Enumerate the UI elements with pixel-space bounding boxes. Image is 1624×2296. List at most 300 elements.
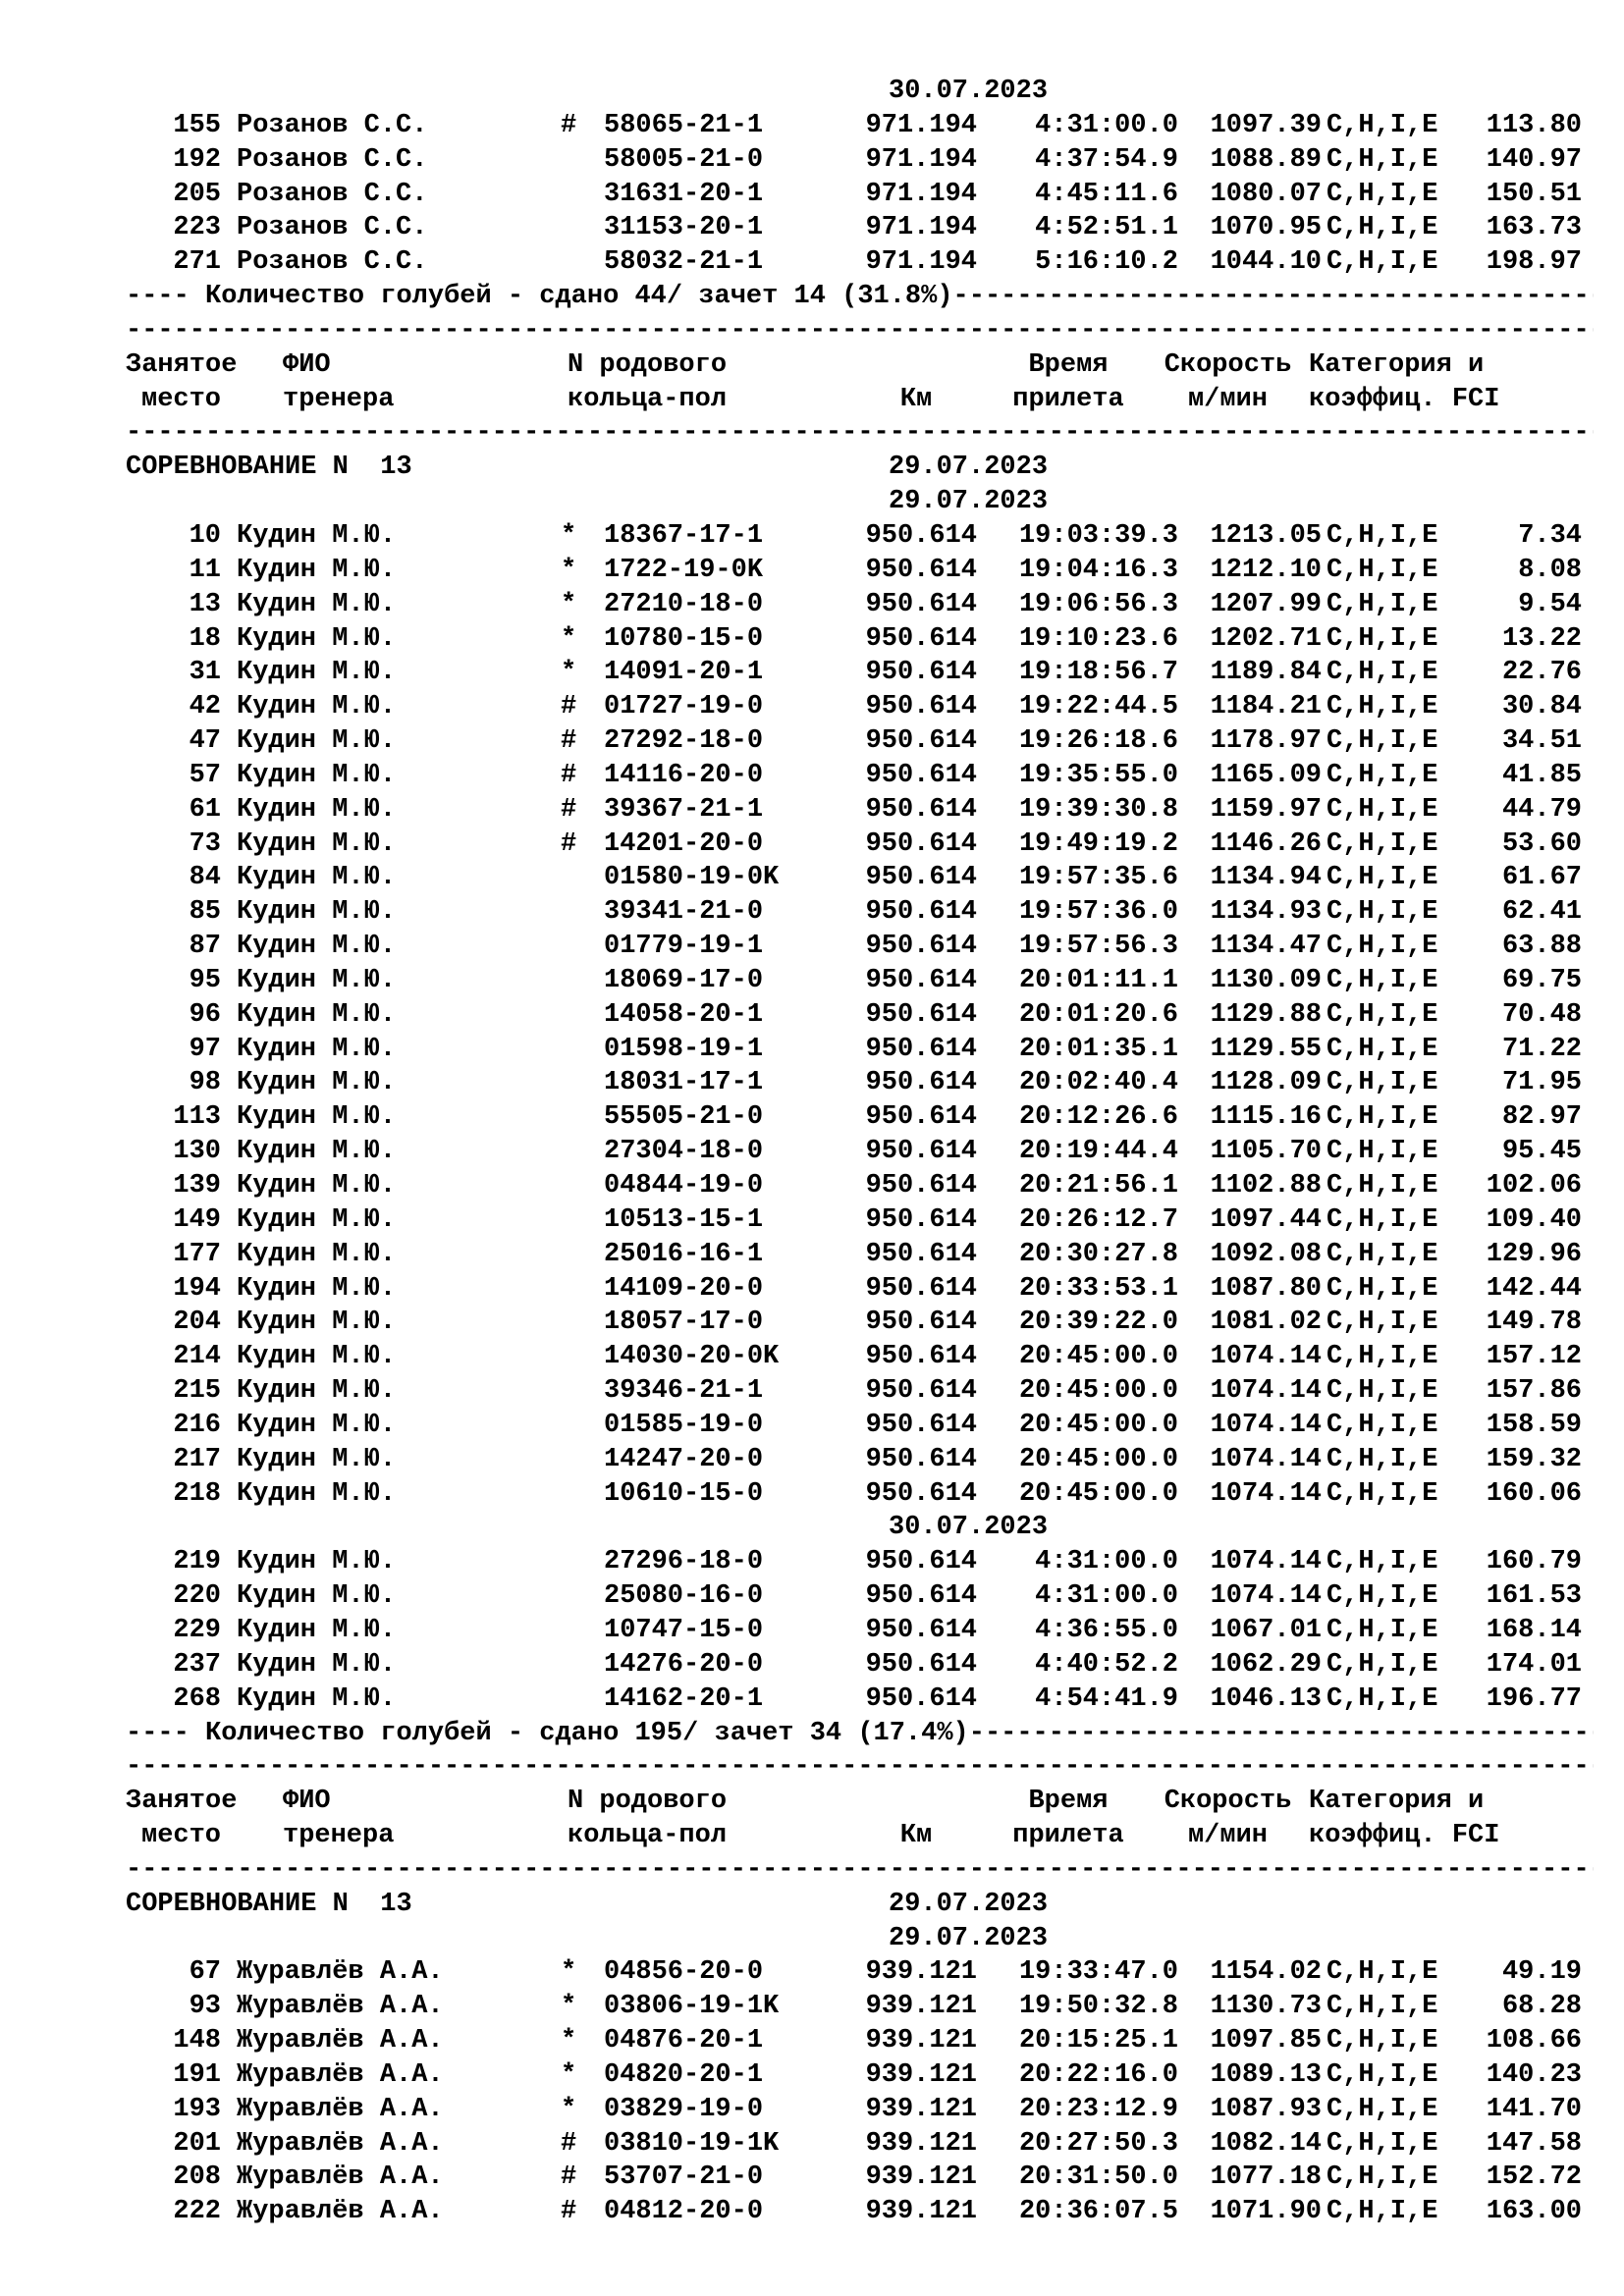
arrival-time: 19:50:32.8 [1018, 1992, 1178, 2022]
place: 11 [189, 555, 221, 585]
header-label: ФИО [283, 1787, 331, 1817]
arrival-time: 20:23:12.9 [1018, 2094, 1178, 2124]
trainer-name: Кудин М.Ю. [237, 1444, 397, 1474]
place: 194 [173, 1273, 221, 1304]
arrival-time: 4:31:00.0 [1035, 110, 1178, 140]
place: 85 [189, 897, 221, 928]
speed: 1092.08 [1210, 1239, 1322, 1269]
distance-km: 971.194 [865, 179, 977, 209]
result-row [126, 2093, 1594, 2127]
result-row [126, 143, 1594, 178]
result-row [126, 759, 1594, 793]
speed: 1105.70 [1210, 1137, 1322, 1167]
fci-coef: 22.76 [1501, 658, 1582, 688]
speed: 1077.18 [1210, 2163, 1322, 2193]
header-label: Скорость [1164, 349, 1292, 380]
ring-number: 14201-20-0 [604, 828, 764, 859]
fci-coef: 8.08 [1518, 555, 1582, 585]
speed: 1189.84 [1210, 658, 1322, 688]
fci-coef: 141.70 [1486, 2094, 1582, 2124]
ring-number: 04820-20-1 [604, 2059, 764, 2090]
place: 149 [173, 1204, 221, 1235]
ring-number: 58005-21-0 [604, 144, 764, 175]
header-label: место [141, 384, 222, 414]
header-label: Категория и [1309, 1787, 1485, 1817]
fci-coef: 142.44 [1486, 1273, 1582, 1304]
arrival-time: 19:33:47.0 [1018, 1957, 1178, 1988]
speed: 1074.14 [1210, 1478, 1322, 1509]
speed: 1207.99 [1210, 589, 1322, 619]
flag: * [561, 2059, 577, 2090]
result-row [126, 2195, 1594, 2229]
arrival-time: 20:22:16.0 [1018, 2059, 1178, 2090]
distance-km: 950.614 [865, 1444, 977, 1474]
distance-km: 950.614 [865, 1204, 977, 1235]
flag: # [561, 828, 577, 859]
trainer-name: Кудин М.Ю. [237, 1137, 397, 1167]
speed: 1046.13 [1210, 1683, 1322, 1714]
ring-number: 01580-19-0K [604, 863, 780, 893]
flag: * [561, 555, 577, 585]
place: 217 [173, 1444, 221, 1474]
ring-number: 14109-20-0 [604, 1273, 764, 1304]
speed: 1097.39 [1210, 110, 1322, 140]
place: 139 [173, 1171, 221, 1201]
result-row [126, 1477, 1594, 1512]
result-row [126, 109, 1594, 143]
ring-number: 31631-20-1 [604, 179, 764, 209]
ring-number: 14091-20-1 [604, 658, 764, 688]
fci-coef: 95.45 [1501, 1137, 1582, 1167]
trainer-name: Журавлёв А.А. [237, 2128, 444, 2159]
ring-number: 14058-20-1 [604, 999, 764, 1030]
fci-coef: 61.67 [1501, 863, 1582, 893]
speed: 1134.94 [1210, 863, 1322, 893]
distance-km: 939.121 [865, 2059, 977, 2090]
ring-number: 04812-20-0 [604, 2197, 764, 2227]
distance-km: 950.614 [865, 1342, 977, 1372]
place: 201 [173, 2128, 221, 2159]
fci-coef: 9.54 [1518, 589, 1582, 619]
header-label: место [141, 1821, 222, 1851]
category: C,H,I,E [1326, 1376, 1438, 1407]
category: C,H,I,E [1326, 965, 1438, 995]
category: C,H,I,E [1326, 179, 1438, 209]
distance-km: 939.121 [865, 1957, 977, 1988]
category: C,H,I,E [1326, 1273, 1438, 1304]
speed: 1134.93 [1210, 897, 1322, 928]
place: 31 [189, 658, 221, 688]
arrival-time: 19:06:56.3 [1018, 589, 1178, 619]
category: C,H,I,E [1326, 1444, 1438, 1474]
separator-line [126, 1853, 1594, 1888]
result-row [126, 1135, 1594, 1169]
result-row [126, 828, 1594, 862]
result-row [126, 1409, 1594, 1443]
place: 95 [189, 965, 221, 995]
ring-number: 53707-21-0 [604, 2163, 764, 2193]
distance-km: 950.614 [865, 965, 977, 995]
arrival-time: 4:31:00.0 [1035, 1547, 1178, 1577]
result-row [126, 554, 1594, 588]
arrival-time: 19:57:36.0 [1018, 897, 1178, 928]
fci-coef: 109.40 [1486, 1204, 1582, 1235]
fci-coef: 160.79 [1486, 1547, 1582, 1577]
trainer-name: Кудин М.Ю. [237, 1410, 397, 1440]
ring-number: 14162-20-1 [604, 1683, 764, 1714]
speed: 1087.80 [1210, 1273, 1322, 1304]
speed: 1159.97 [1210, 794, 1322, 825]
distance-km: 950.614 [865, 1547, 977, 1577]
fci-coef: 62.41 [1501, 897, 1582, 928]
competition-line [126, 1888, 1594, 1922]
ring-number: 39341-21-0 [604, 897, 764, 928]
trainer-name: Кудин М.Ю. [237, 1308, 397, 1338]
fci-coef: 196.77 [1486, 1683, 1582, 1714]
distance-km: 950.614 [865, 589, 977, 619]
arrival-time: 20:01:35.1 [1018, 1034, 1178, 1064]
speed: 1089.13 [1210, 2059, 1322, 2090]
ring-number: 58065-21-1 [604, 110, 764, 140]
ring-number: 18057-17-0 [604, 1308, 764, 1338]
arrival-time: 4:36:55.0 [1035, 1615, 1178, 1645]
trainer-name: Журавлёв А.А. [237, 1992, 444, 2022]
category: C,H,I,E [1326, 760, 1438, 790]
header-label: Занятое [126, 1787, 238, 1817]
result-row [126, 1340, 1594, 1374]
fci-coef: 147.58 [1486, 2128, 1582, 2159]
flag: * [561, 589, 577, 619]
category: C,H,I,E [1326, 2059, 1438, 2090]
flag: * [561, 2026, 577, 2056]
category: C,H,I,E [1326, 1581, 1438, 1612]
fci-coef: 157.12 [1486, 1342, 1582, 1372]
distance-km: 950.614 [865, 692, 977, 722]
trainer-name: Розанов С.С. [237, 179, 428, 209]
header-label: м/мин [1187, 1821, 1268, 1851]
speed: 1074.14 [1210, 1547, 1322, 1577]
trainer-name: Розанов С.С. [237, 110, 428, 140]
trainer-name: Кудин М.Ю. [237, 1478, 397, 1509]
distance-km: 971.194 [865, 144, 977, 175]
trainer-name: Кудин М.Ю. [237, 932, 397, 962]
distance-km: 950.614 [865, 1615, 977, 1645]
distance-km: 939.121 [865, 2197, 977, 2227]
date-line: 30.07.2023 [889, 1513, 1049, 1543]
category: C,H,I,E [1326, 2026, 1438, 2056]
separator-line [126, 314, 1594, 348]
result-row [126, 588, 1594, 622]
flag: # [561, 692, 577, 722]
speed: 1130.73 [1210, 1992, 1322, 2022]
distance-km: 971.194 [865, 110, 977, 140]
speed: 1088.89 [1210, 144, 1322, 175]
arrival-time: 20:39:22.0 [1018, 1308, 1178, 1338]
separator-line [126, 416, 1594, 451]
arrival-time: 19:49:19.2 [1018, 828, 1178, 859]
arrival-time: 19:57:56.3 [1018, 932, 1178, 962]
ring-number: 25016-16-1 [604, 1239, 764, 1269]
distance-km: 950.614 [865, 999, 977, 1030]
fci-coef: 30.84 [1501, 692, 1582, 722]
ring-number: 01727-19-0 [604, 692, 764, 722]
trainer-name: Кудин М.Ю. [237, 1273, 397, 1304]
speed: 1080.07 [1210, 179, 1322, 209]
ring-number: 04844-19-0 [604, 1171, 764, 1201]
ring-number: 55505-21-0 [604, 1102, 764, 1133]
distance-km: 950.614 [865, 897, 977, 928]
fci-coef: 198.97 [1486, 247, 1582, 278]
arrival-time: 20:12:26.6 [1018, 1102, 1178, 1133]
arrival-time: 19:26:18.6 [1018, 726, 1178, 757]
category: C,H,I,E [1326, 1102, 1438, 1133]
category: C,H,I,E [1326, 144, 1438, 175]
trainer-name: Кудин М.Ю. [237, 692, 397, 722]
trainer-name: Кудин М.Ю. [237, 1547, 397, 1577]
ring-number: 03810-19-1K [604, 2128, 780, 2159]
header-label: Скорость [1164, 1787, 1292, 1817]
summary-text: ---- Количество голубей - сдано 44/ зачет 14 (31.8%) [126, 282, 953, 312]
speed: 1070.95 [1210, 213, 1322, 243]
header-label: N родового [568, 349, 728, 380]
place: 42 [189, 692, 221, 722]
summary-dashes [953, 282, 1594, 311]
speed: 1074.14 [1210, 1410, 1322, 1440]
distance-km: 950.614 [865, 1410, 977, 1440]
trainer-name: Кудин М.Ю. [237, 1581, 397, 1612]
arrival-time: 20:02:40.4 [1018, 1068, 1178, 1098]
speed: 1146.26 [1210, 828, 1322, 859]
fci-coef: 71.95 [1501, 1068, 1582, 1098]
ring-number: 14030-20-0K [604, 1342, 780, 1372]
category: C,H,I,E [1326, 2197, 1438, 2227]
distance-km: 950.614 [865, 863, 977, 893]
fci-coef: 157.86 [1486, 1376, 1582, 1407]
distance-km: 950.614 [865, 1034, 977, 1064]
distance-km: 939.121 [865, 2026, 977, 2056]
speed: 1184.21 [1210, 692, 1322, 722]
fci-coef: 102.06 [1486, 1171, 1582, 1201]
flag: * [561, 658, 577, 688]
category: C,H,I,E [1326, 1410, 1438, 1440]
speed: 1074.14 [1210, 1581, 1322, 1612]
category: C,H,I,E [1326, 897, 1438, 928]
separator-line [126, 1750, 1594, 1785]
arrival-time: 19:10:23.6 [1018, 623, 1178, 654]
place: 155 [173, 110, 221, 140]
place: 271 [173, 247, 221, 278]
ring-number: 1722-19-0K [604, 555, 764, 585]
arrival-time: 4:54:41.9 [1035, 1683, 1178, 1714]
trainer-name: Кудин М.Ю. [237, 726, 397, 757]
speed: 1154.02 [1210, 1957, 1322, 1988]
arrival-time: 20:45:00.0 [1018, 1478, 1178, 1509]
place: 93 [189, 1992, 221, 2022]
ring-number: 58032-21-1 [604, 247, 764, 278]
trainer-name: Розанов С.С. [237, 247, 428, 278]
speed: 1128.09 [1210, 1068, 1322, 1098]
result-row [126, 1682, 1594, 1717]
ring-number: 18031-17-1 [604, 1068, 764, 1098]
category: C,H,I,E [1326, 932, 1438, 962]
result-row [126, 1238, 1594, 1272]
flag: # [561, 110, 577, 140]
result-row [126, 690, 1594, 724]
trainer-name: Журавлёв А.А. [237, 2197, 444, 2227]
fci-coef: 71.22 [1501, 1034, 1582, 1064]
distance-km: 950.614 [865, 555, 977, 585]
summary-line [126, 280, 1594, 314]
distance-km: 950.614 [865, 1239, 977, 1269]
fci-coef: 149.78 [1486, 1308, 1582, 1338]
distance-km: 950.614 [865, 520, 977, 551]
competition-title: СОРЕВНОВАНИЕ N 13 [126, 453, 412, 483]
category: C,H,I,E [1326, 110, 1438, 140]
distance-km: 971.194 [865, 213, 977, 243]
ring-number: 18069-17-0 [604, 965, 764, 995]
result-row [126, 245, 1594, 280]
speed: 1081.02 [1210, 1308, 1322, 1338]
ring-number: 01585-19-0 [604, 1410, 764, 1440]
arrival-time: 20:19:44.4 [1018, 1137, 1178, 1167]
speed: 1074.14 [1210, 1342, 1322, 1372]
distance-km: 950.614 [865, 1137, 977, 1167]
ring-number: 27210-18-0 [604, 589, 764, 619]
flag: * [561, 2094, 577, 2124]
category: C,H,I,E [1326, 794, 1438, 825]
flag: # [561, 2163, 577, 2193]
result-row [126, 1033, 1594, 1067]
place: 215 [173, 1376, 221, 1407]
place: 208 [173, 2163, 221, 2193]
speed: 1129.88 [1210, 999, 1322, 1030]
trainer-name: Кудин М.Ю. [237, 760, 397, 790]
distance-km: 939.121 [865, 2163, 977, 2193]
place: 204 [173, 1308, 221, 1338]
arrival-time: 20:45:00.0 [1018, 1444, 1178, 1474]
speed: 1178.97 [1210, 726, 1322, 757]
ring-number: 01779-19-1 [604, 932, 764, 962]
competition-title: СОРЕВНОВАНИЕ N 13 [126, 1889, 412, 1919]
fci-coef: 63.88 [1501, 932, 1582, 962]
distance-km: 939.121 [865, 1992, 977, 2022]
ring-number: 14276-20-0 [604, 1649, 764, 1680]
speed: 1115.16 [1210, 1102, 1322, 1133]
speed: 1087.93 [1210, 2094, 1322, 2124]
trainer-name: Кудин М.Ю. [237, 589, 397, 619]
speed: 1071.90 [1210, 2197, 1322, 2227]
place: 177 [173, 1239, 221, 1269]
distance-km: 950.614 [865, 1478, 977, 1509]
ring-number: 31153-20-1 [604, 213, 764, 243]
ring-number: 04856-20-0 [604, 1957, 764, 1988]
place: 47 [189, 726, 221, 757]
table-header-line-1 [126, 348, 1594, 383]
place: 61 [189, 794, 221, 825]
trainer-name: Кудин М.Ю. [237, 965, 397, 995]
flag: # [561, 2128, 577, 2159]
table-header-line-2 [126, 1819, 1594, 1853]
fci-coef: 34.51 [1501, 726, 1582, 757]
flag: # [561, 2197, 577, 2227]
place: 268 [173, 1683, 221, 1714]
table-header-line-1 [126, 1785, 1594, 1819]
arrival-time: 20:45:00.0 [1018, 1410, 1178, 1440]
competition-date: 29.07.2023 [889, 1889, 1049, 1919]
result-row [126, 1066, 1594, 1100]
fci-coef: 7.34 [1518, 520, 1582, 551]
header-label: Категория и [1309, 349, 1485, 380]
category: C,H,I,E [1326, 247, 1438, 278]
fci-coef: 150.51 [1486, 179, 1582, 209]
arrival-time: 4:52:51.1 [1035, 213, 1178, 243]
distance-km: 950.614 [865, 1376, 977, 1407]
trainer-name: Кудин М.Ю. [237, 520, 397, 551]
category: C,H,I,E [1326, 1239, 1438, 1269]
speed: 1082.14 [1210, 2128, 1322, 2159]
place: 67 [189, 1957, 221, 1988]
result-row [126, 1203, 1594, 1238]
fci-coef: 158.59 [1486, 1410, 1582, 1440]
result-row [126, 2161, 1594, 2195]
trainer-name: Кудин М.Ю. [237, 863, 397, 893]
ring-number: 27292-18-0 [604, 726, 764, 757]
trainer-name: Журавлёв А.А. [237, 2059, 444, 2090]
category: C,H,I,E [1326, 589, 1438, 619]
category: C,H,I,E [1326, 1615, 1438, 1645]
place: 84 [189, 863, 221, 893]
speed: 1202.71 [1210, 623, 1322, 654]
speed: 1097.85 [1210, 2026, 1322, 2056]
result-row [126, 1614, 1594, 1648]
trainer-name: Розанов С.С. [237, 213, 428, 243]
distance-km: 950.614 [865, 1068, 977, 1098]
fci-coef: 159.32 [1486, 1444, 1582, 1474]
category: C,H,I,E [1326, 1171, 1438, 1201]
header-label: кольца-пол [568, 384, 728, 414]
arrival-time: 4:45:11.6 [1035, 179, 1178, 209]
arrival-time: 20:26:12.7 [1018, 1204, 1178, 1235]
trainer-name: Кудин М.Ю. [237, 897, 397, 928]
category: C,H,I,E [1326, 520, 1438, 551]
arrival-time: 19:03:39.3 [1018, 520, 1178, 551]
arrival-time: 19:57:35.6 [1018, 863, 1178, 893]
speed: 1212.10 [1210, 555, 1322, 585]
header-label: коэффиц. FCI [1309, 1821, 1500, 1851]
flag: # [561, 726, 577, 757]
ring-number: 14247-20-0 [604, 1444, 764, 1474]
flag: # [561, 794, 577, 825]
arrival-time: 20:31:50.0 [1018, 2163, 1178, 2193]
fci-coef: 69.75 [1501, 965, 1582, 995]
result-row [126, 1100, 1594, 1135]
header-label: коэффиц. FCI [1309, 384, 1500, 414]
place: 191 [173, 2059, 221, 2090]
trainer-name: Кудин М.Ю. [237, 1342, 397, 1372]
distance-km: 950.614 [865, 932, 977, 962]
header-label: Время [1028, 1787, 1109, 1817]
arrival-time: 20:30:27.8 [1018, 1239, 1178, 1269]
trainer-name: Кудин М.Ю. [237, 623, 397, 654]
arrival-time: 20:45:00.0 [1018, 1376, 1178, 1407]
arrival-time: 5:16:10.2 [1035, 247, 1178, 278]
place: 148 [173, 2026, 221, 2056]
competition-date: 29.07.2023 [889, 453, 1049, 483]
arrival-time: 20:01:20.6 [1018, 999, 1178, 1030]
place: 10 [189, 520, 221, 551]
result-row [126, 930, 1594, 964]
header-label: N родового [568, 1787, 728, 1817]
